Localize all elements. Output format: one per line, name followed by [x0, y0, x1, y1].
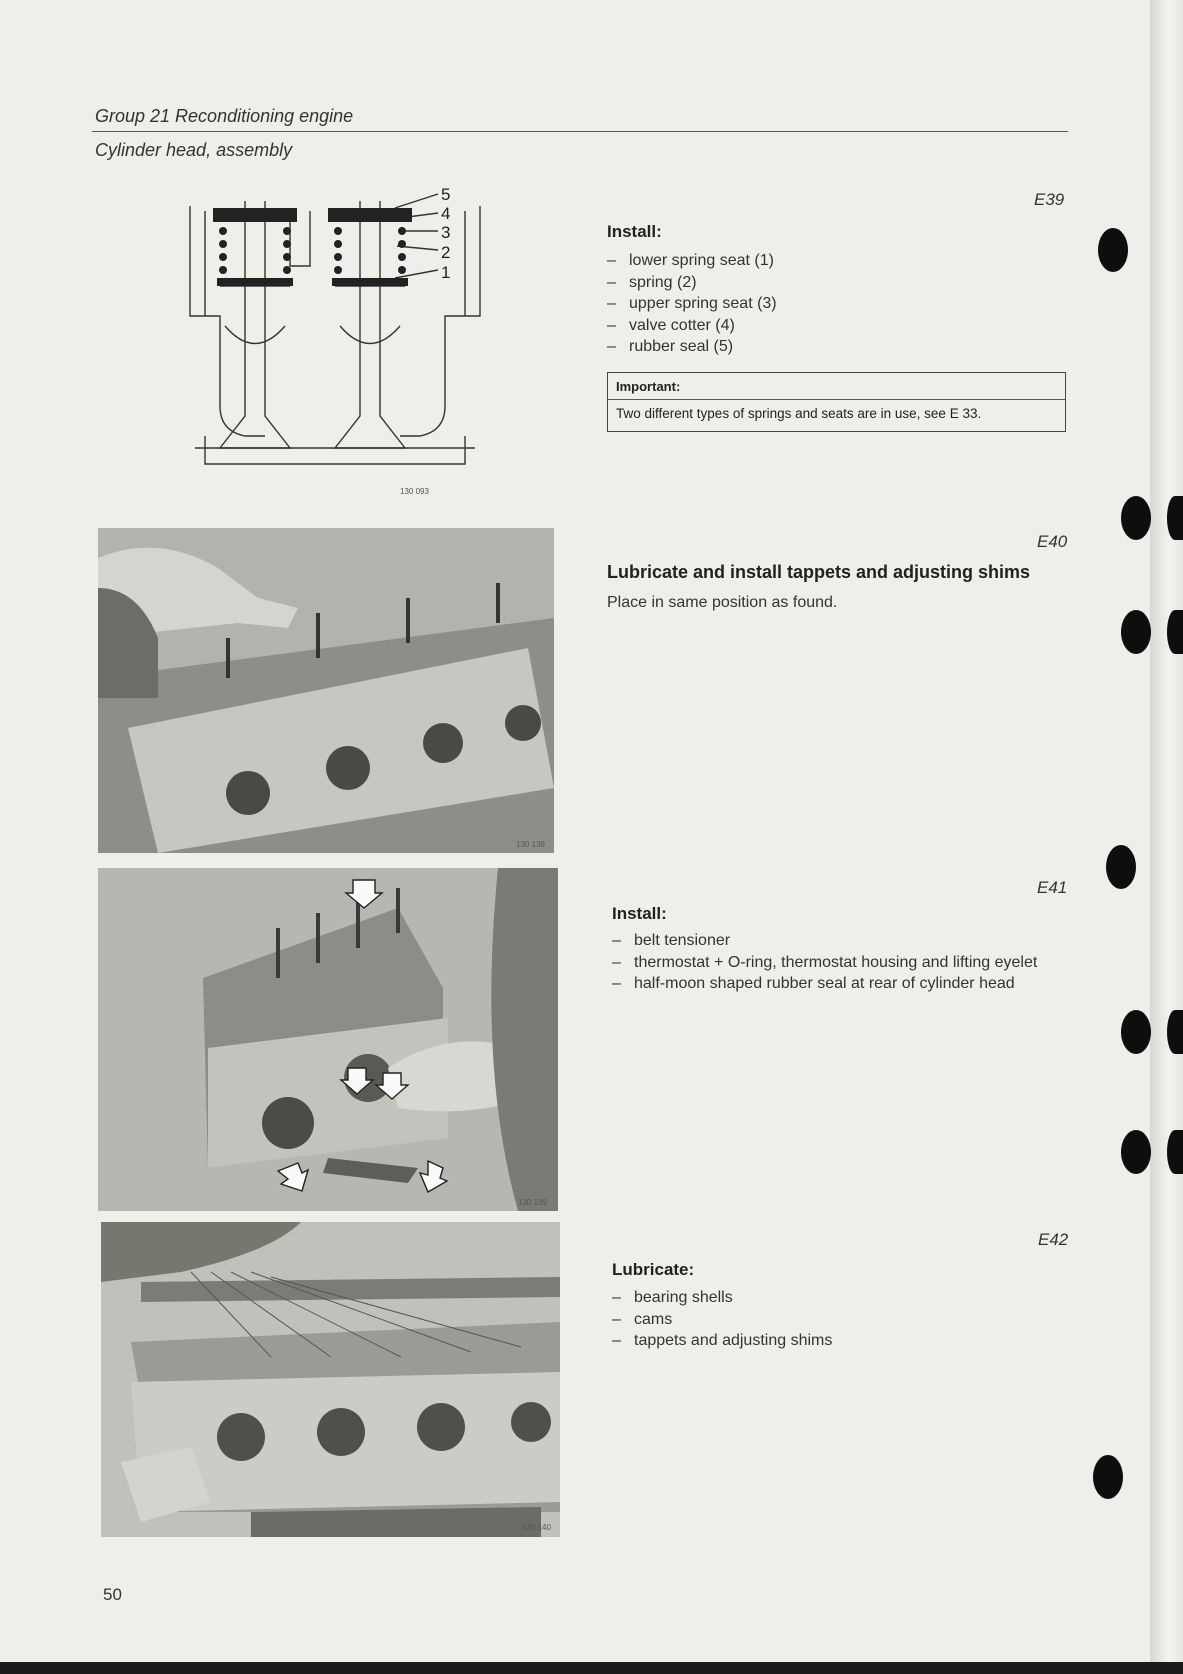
callout-5: 5	[441, 186, 451, 204]
callout-3: 3	[441, 223, 451, 242]
figure-number: 130 138	[516, 840, 545, 849]
list-item: – valve cotter (4)	[607, 315, 1067, 337]
important-title: Important:	[616, 379, 681, 394]
list-item: – rubber seal (5)	[607, 336, 1067, 358]
install-list-e41	[612, 930, 1072, 995]
header-rule	[92, 131, 1068, 132]
punch-hole	[1167, 1010, 1183, 1054]
punch-hole	[1167, 1130, 1183, 1174]
figure-number: 130 093	[400, 487, 429, 496]
callout-1: 1	[441, 263, 451, 282]
callout-2: 2	[441, 243, 451, 262]
section-heading-e40: Lubricate and install tappets and adjusting shims	[607, 562, 1031, 582]
important-note	[607, 372, 1066, 432]
figure-number: 130 140	[522, 1523, 551, 1532]
important-divider	[608, 399, 1065, 400]
section-header: Cylinder head, assembly	[95, 140, 293, 160]
list-item: – thermostat + O-ring, thermostat housing and lifting eyelet	[612, 952, 1072, 974]
section-heading-e39: Install:	[607, 222, 662, 241]
tappets-photo	[98, 528, 554, 853]
section-code-e40: E40	[1037, 532, 1068, 551]
figure-number: 130 139	[518, 1198, 547, 1207]
punch-hole	[1167, 610, 1183, 654]
page-edge	[1150, 0, 1183, 1674]
punch-hole	[1098, 228, 1128, 272]
punch-hole	[1121, 496, 1151, 540]
section-code-e41: E41	[1037, 878, 1068, 897]
section-code-e42: E42	[1038, 1230, 1069, 1249]
punch-hole	[1121, 1130, 1151, 1174]
list-item: – spring (2)	[607, 272, 1067, 294]
list-item: – upper spring seat (3)	[607, 293, 1067, 315]
punch-hole	[1093, 1455, 1123, 1499]
list-item: – lower spring seat (1)	[607, 250, 1067, 272]
section-text-e40: Place in same position as found.	[607, 594, 838, 611]
list-item: – half-moon shaped rubber seal at rear of cylinder head	[612, 973, 1072, 995]
important-text: Two different types of springs and seats are in use, see E 33.	[616, 406, 982, 421]
lubricate-list-e42	[612, 1287, 1072, 1352]
section-heading-e41: Install:	[612, 904, 667, 923]
lubrication-photo	[101, 1222, 560, 1537]
section-heading-e42: Lubricate:	[612, 1260, 695, 1279]
callout-4: 4	[441, 204, 451, 223]
punch-hole	[1167, 496, 1183, 540]
install-list-e39	[607, 250, 1067, 358]
valve-spring-diagram	[185, 186, 485, 486]
list-item: – tappets and adjusting shims	[612, 1330, 1072, 1352]
list-item: – cams	[612, 1309, 1072, 1331]
punch-hole	[1106, 845, 1136, 889]
punch-hole	[1121, 610, 1151, 654]
list-item: – bearing shells	[612, 1287, 1072, 1309]
group-header: Group 21 Reconditioning engine	[95, 106, 354, 126]
page-number: 50	[103, 1585, 122, 1604]
section-code-e39: E39	[1034, 190, 1065, 209]
tensioner-thermostat-photo	[98, 868, 558, 1211]
scan-bottom-edge	[0, 1662, 1183, 1674]
punch-hole	[1121, 1010, 1151, 1054]
list-item: – belt tensioner	[612, 930, 1072, 952]
